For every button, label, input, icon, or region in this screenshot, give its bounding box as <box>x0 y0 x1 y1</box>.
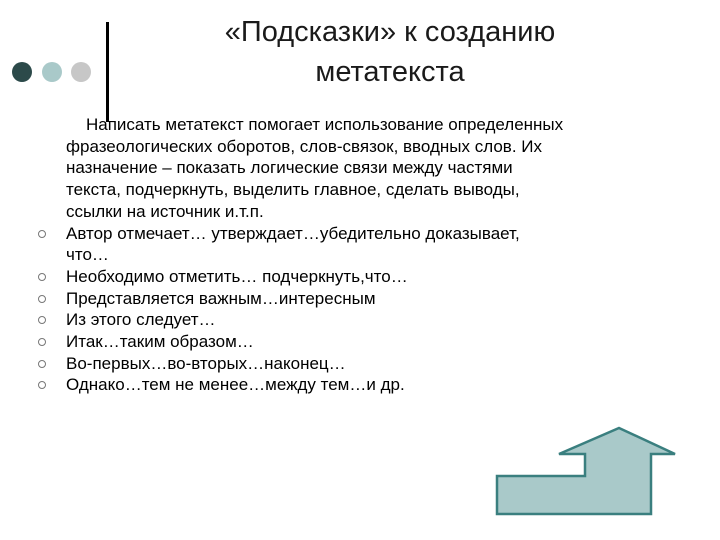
list-item <box>66 223 686 266</box>
teal-dot-icon <box>42 62 62 82</box>
list-item <box>66 309 686 331</box>
up-arrow-icon[interactable] <box>494 426 678 516</box>
bullet-circle-icon <box>38 295 46 303</box>
list-item-text: Из этого следует… <box>66 310 216 330</box>
slide-title <box>150 12 630 92</box>
title-line-2: метатекста <box>315 56 465 88</box>
list-item-text: Представляется важным…интересным <box>66 288 376 308</box>
list-item-text: Автор отмечает… утверждает…убедительно доказывает, <box>66 223 520 243</box>
list-item-text: Однако…тем не менее…между тем…и др. <box>66 375 405 395</box>
title-line-1: «Подсказки» к созданию <box>224 16 556 48</box>
dark-dot-icon <box>12 62 32 82</box>
phrase-list <box>66 223 686 397</box>
bullet-circle-icon <box>38 381 46 389</box>
bullet-circle-icon <box>38 360 46 368</box>
list-item <box>66 353 686 375</box>
decorative-dots <box>12 62 102 86</box>
intro-line: фразеологических оборотов, слов-связок, вводных слов. Их <box>66 136 542 156</box>
vertical-divider <box>106 22 109 122</box>
list-item <box>66 266 686 288</box>
list-item-text: Итак…таким образом… <box>66 332 254 352</box>
intro-paragraph <box>66 114 686 223</box>
intro-line: назначение – показать логические связи между частями <box>66 158 513 178</box>
bullet-circle-icon <box>38 230 46 238</box>
list-item <box>66 331 686 353</box>
list-item-text: Во-первых…во-вторых…наконец… <box>66 353 346 373</box>
navigate-up-button[interactable] <box>494 426 678 516</box>
bullet-circle-icon <box>38 316 46 324</box>
intro-line: Написать метатекст помогает использование определенных <box>86 115 564 134</box>
list-item-text-continued: что… <box>66 245 109 265</box>
gray-dot-icon <box>71 62 91 82</box>
bullet-circle-icon <box>38 338 46 346</box>
list-item-text: Необходимо отметить… подчеркнуть,что… <box>66 266 408 286</box>
list-item <box>66 374 686 396</box>
slide-body <box>66 114 686 396</box>
bullet-circle-icon <box>38 273 46 281</box>
list-item <box>66 288 686 310</box>
intro-line: ссылки на источник и.т.п. <box>66 201 264 221</box>
intro-line: текста, подчеркнуть, выделить главное, сделать выводы, <box>66 180 520 200</box>
